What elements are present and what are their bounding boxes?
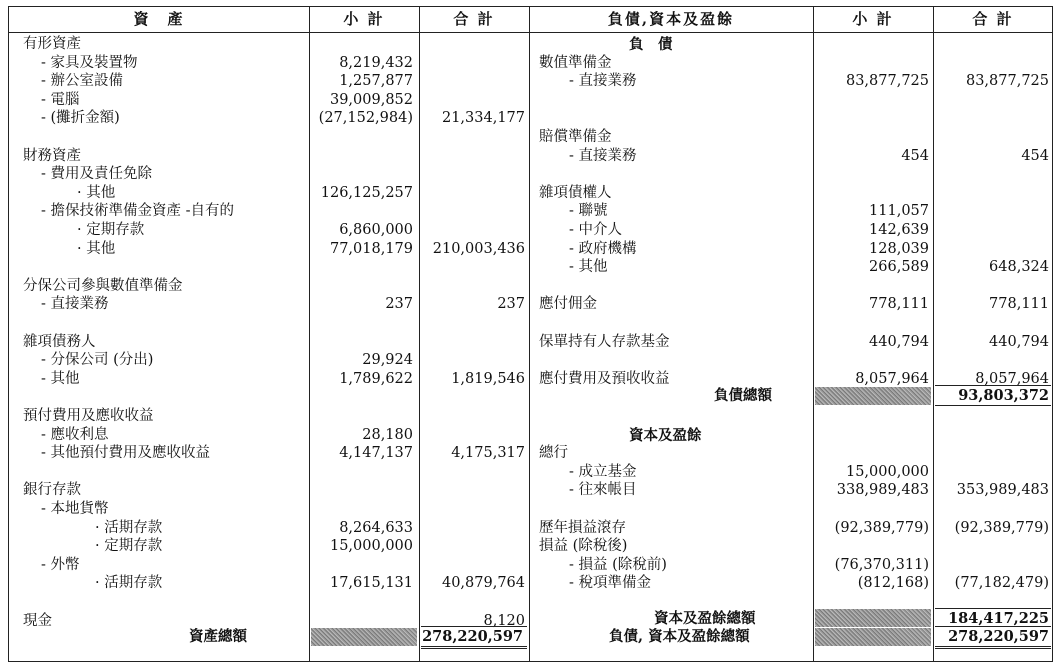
row-subtotal: 128,039 xyxy=(869,240,929,257)
row-subtotal: 454 xyxy=(901,147,929,164)
row-label: - 中介人 xyxy=(569,222,623,238)
row-label: - 直接業務 xyxy=(41,296,109,313)
row-label: - 其他 xyxy=(41,370,80,387)
row-subtotal: 8,057,964 xyxy=(855,370,929,387)
grand-total-label: 負債, 資本及盈餘總額 xyxy=(609,628,750,645)
shaded-cell xyxy=(311,628,417,646)
underline xyxy=(935,626,1051,627)
row-label: - 稅項準備金 xyxy=(569,575,652,592)
row-subtotal: 28,180 xyxy=(362,426,413,443)
row-label: 現金 xyxy=(23,612,52,629)
row-subtotal: 126,125,257 xyxy=(320,184,413,201)
row-subtotal: 338,989,483 xyxy=(836,482,929,499)
row-label: · 定期存款 xyxy=(77,222,145,238)
header-liabilities: 負債,資本及盈餘 xyxy=(607,10,735,28)
row-label: 歷年損益滾存 xyxy=(539,519,626,536)
header-assets: 資 產 xyxy=(133,10,185,28)
row-subtotal: 142,639 xyxy=(869,222,929,238)
row-subtotal: 778,111 xyxy=(869,296,929,313)
row-label: 負 債 xyxy=(629,36,673,53)
header-subtotal-left: 小 計 xyxy=(343,10,385,28)
col-divider xyxy=(529,7,530,661)
row-label: - 應收利息 xyxy=(41,426,109,443)
row-label: - 辦公室設備 xyxy=(41,73,124,90)
row-total: 778,111 xyxy=(989,296,1049,313)
col-divider xyxy=(419,7,420,661)
assets-total-label: 資產總額 xyxy=(189,628,247,645)
row-total: (92,389,779) xyxy=(954,519,1049,536)
row-label: · 活期存款 xyxy=(95,519,163,536)
shaded-cell xyxy=(815,628,931,646)
balance-sheet xyxy=(8,6,1053,662)
row-subtotal: 4,147,137 xyxy=(339,445,413,462)
row-subtotal: 77,018,179 xyxy=(329,240,413,257)
row-label: 銀行存款 xyxy=(23,482,81,499)
row-total: 4,175,317 xyxy=(451,445,525,462)
row-label: - 擔保技術準備金資產 -自有的 xyxy=(41,203,235,220)
row-label: 預付費用及應收收益 xyxy=(23,408,154,424)
double-underline xyxy=(421,646,527,649)
row-label: - 分保公司 (分出) xyxy=(41,352,154,369)
shaded-cell xyxy=(815,387,931,405)
row-label: 分保公司參與數值準備金 xyxy=(23,277,183,294)
liabilities-total-value: 93,803,372 xyxy=(958,387,1049,404)
row-total: 440,794 xyxy=(989,333,1049,350)
row-subtotal: (812,168) xyxy=(857,575,929,592)
row-total: 210,003,436 xyxy=(432,240,525,257)
row-label: 有形資產 xyxy=(23,36,81,52)
row-subtotal: 15,000,000 xyxy=(329,538,413,555)
row-total: 8,057,964 xyxy=(975,370,1049,387)
header-total-left: 合 計 xyxy=(453,10,495,28)
row-total: (77,182,479) xyxy=(954,575,1049,592)
row-label: 雜項債務人 xyxy=(23,333,96,350)
row-total: 237 xyxy=(497,296,525,313)
row-subtotal: 83,877,725 xyxy=(845,73,929,90)
row-subtotal: 39,009,852 xyxy=(329,91,413,108)
underline xyxy=(935,385,1051,386)
row-subtotal: 440,794 xyxy=(869,333,929,350)
underline xyxy=(421,626,527,627)
row-subtotal: 8,264,633 xyxy=(339,519,413,536)
row-label: 總行 xyxy=(539,445,568,462)
row-total: 1,819,546 xyxy=(451,370,525,387)
header-subtotal-right: 小 計 xyxy=(852,10,894,28)
row-total: 353,989,483 xyxy=(956,482,1049,499)
row-label: - 其他預付費用及應收收益 xyxy=(41,445,211,462)
row-label: · 其他 xyxy=(77,184,116,201)
row-total: 8,120 xyxy=(483,612,525,629)
row-label: - 往來帳目 xyxy=(569,482,637,499)
row-label: - 損益 (除稅前) xyxy=(569,556,667,573)
row-label: 財務資產 xyxy=(23,147,81,164)
row-label: - 成立基金 xyxy=(569,463,637,480)
row-subtotal: 15,000,000 xyxy=(845,463,929,480)
row-label: - 直接業務 xyxy=(569,147,637,164)
row-label: 資本及盈餘 xyxy=(629,426,702,444)
capital-total-value: 184,417,225 xyxy=(948,610,1049,627)
row-label: - 外幣 xyxy=(41,556,80,573)
row-subtotal: 237 xyxy=(385,296,413,313)
row-total: 454 xyxy=(1021,147,1049,164)
row-subtotal: (76,370,311) xyxy=(834,556,929,573)
row-label: 保單持有人存款基金 xyxy=(539,333,670,350)
row-label: 數值準備金 xyxy=(539,54,612,71)
shaded-cell xyxy=(815,609,931,627)
row-label: - 費用及責任免除 xyxy=(41,166,153,183)
row-subtotal: 266,589 xyxy=(869,259,929,276)
row-total: 21,334,177 xyxy=(441,110,525,127)
row-label: · 其他 xyxy=(77,240,116,257)
row-label: · 定期存款 xyxy=(95,538,163,555)
row-subtotal: (27,152,984) xyxy=(318,110,413,127)
row-subtotal: 17,615,131 xyxy=(329,575,413,592)
row-subtotal: 8,219,432 xyxy=(339,54,413,71)
row-label: 損益 (除稅後) xyxy=(539,538,628,555)
underline xyxy=(935,608,1051,609)
row-subtotal: 1,257,877 xyxy=(339,73,413,90)
grand-total-value: 278,220,597 xyxy=(948,628,1049,645)
header-total-right: 合 計 xyxy=(972,10,1014,28)
row-label: - 電腦 xyxy=(41,91,80,108)
row-label: 應付佣金 xyxy=(539,296,597,313)
row-subtotal: 6,860,000 xyxy=(339,222,413,238)
row-total: 40,879,764 xyxy=(441,575,525,592)
row-label: - 聯號 xyxy=(569,203,608,220)
row-label: 賠償準備金 xyxy=(539,129,612,145)
row-label: 雜項債權人 xyxy=(539,184,612,201)
row-label: - 政府機構 xyxy=(569,240,637,257)
row-label: - 本地貨幣 xyxy=(41,501,109,517)
row-subtotal: 111,057 xyxy=(869,203,929,220)
double-underline xyxy=(935,646,1051,649)
row-label: 應付費用及預收收益 xyxy=(539,370,670,387)
row-total: 648,324 xyxy=(989,259,1049,276)
header-divider xyxy=(9,32,1052,33)
row-label: - 其他 xyxy=(569,259,608,276)
capital-total-label: 資本及盈餘總額 xyxy=(654,610,756,627)
underline xyxy=(935,405,1051,406)
row-label: - (攤折金額) xyxy=(41,110,120,127)
row-subtotal: 1,789,622 xyxy=(339,370,413,387)
row-subtotal: (92,389,779) xyxy=(834,519,929,536)
row-label: - 直接業務 xyxy=(569,73,637,90)
row-label: · 活期存款 xyxy=(95,575,163,592)
row-total: 83,877,725 xyxy=(965,73,1049,90)
row-label: - 家具及裝置物 xyxy=(41,54,138,71)
liabilities-total-label: 負債總額 xyxy=(714,387,772,404)
assets-total-value: 278,220,597 xyxy=(422,628,523,645)
row-subtotal: 29,924 xyxy=(362,352,413,369)
